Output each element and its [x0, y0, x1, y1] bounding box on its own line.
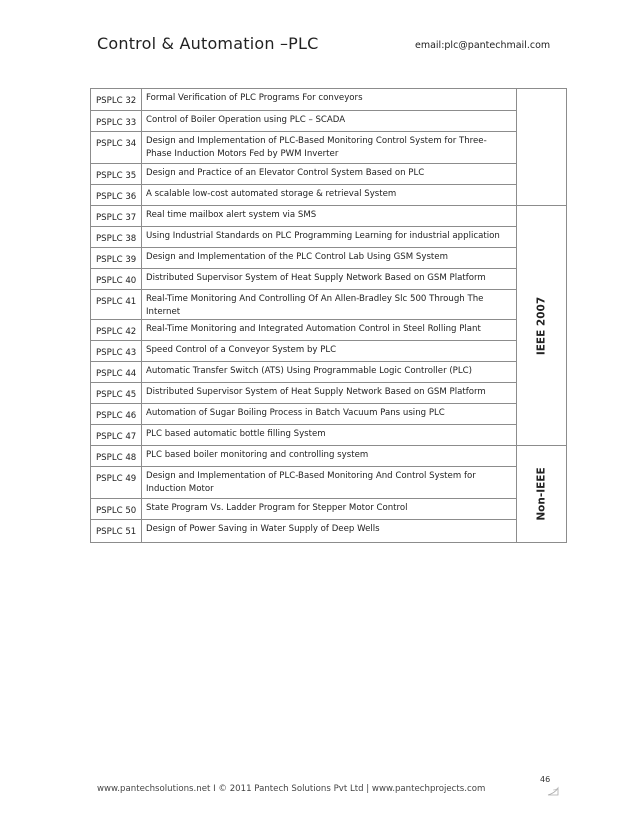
table-row — [91, 383, 567, 404]
category-cell-ieee-2007 — [517, 206, 567, 446]
page-number: 46 — [540, 775, 551, 784]
category-cell-non-ieee — [517, 446, 567, 543]
document-title: Control & Automation –PLC — [97, 34, 319, 53]
project-code: PSPLC 32 — [91, 89, 142, 111]
project-code: PSPLC 44 — [91, 362, 142, 383]
table-row — [91, 89, 567, 111]
project-title: Real-Time Monitoring and Integrated Automation Control in Steel Rolling Plant — [142, 320, 517, 341]
page-curl-icon — [547, 786, 559, 796]
table-row — [91, 164, 567, 185]
table-row — [91, 185, 567, 206]
project-title: PLC based boiler monitoring and controlling system — [142, 446, 517, 467]
table-row — [91, 341, 567, 362]
project-title: Distributed Supervisor System of Heat Supply Network Based on GSM Platform — [142, 269, 517, 290]
project-title: Speed Control of a Conveyor System by PLC — [142, 341, 517, 362]
contact-email: email:plc@pantechmail.com — [415, 40, 551, 51]
table-row — [91, 425, 567, 446]
project-code: PSPLC 47 — [91, 425, 142, 446]
project-code: PSPLC 45 — [91, 383, 142, 404]
table-row — [91, 320, 567, 341]
project-title: Design of Power Saving in Water Supply of Deep Wells — [142, 520, 517, 543]
project-title: Formal Verification of PLC Programs For conveyors — [142, 89, 517, 111]
project-table — [90, 88, 567, 543]
project-title: Design and Implementation of PLC-Based Monitoring And Control System for Induction Motor — [142, 467, 517, 499]
project-code: PSPLC 38 — [91, 227, 142, 248]
project-code: PSPLC 41 — [91, 290, 142, 320]
table-row — [91, 446, 567, 467]
footer-links: www.pantechsolutions.net I © 2011 Pantech Solutions Pvt Ltd | www.pantechprojects.com — [97, 784, 486, 794]
project-title: Automatic Transfer Switch (ATS) Using Programmable Logic Controller (PLC) — [142, 362, 517, 383]
table-row — [91, 362, 567, 383]
project-code: PSPLC 35 — [91, 164, 142, 185]
table-row — [91, 206, 567, 227]
project-title: Distributed Supervisor System of Heat Supply Network Based on GSM Platform — [142, 383, 517, 404]
project-code: PSPLC 39 — [91, 248, 142, 269]
project-code: PSPLC 34 — [91, 132, 142, 164]
table-row — [91, 269, 567, 290]
project-title: Control of Boiler Operation using PLC – SCADA — [142, 111, 517, 132]
project-code: PSPLC 51 — [91, 520, 142, 543]
table-row — [91, 404, 567, 425]
table-row — [91, 227, 567, 248]
table-row — [91, 467, 567, 499]
project-title: PLC based automatic bottle filling System — [142, 425, 517, 446]
project-code: PSPLC 43 — [91, 341, 142, 362]
project-title: State Program Vs. Ladder Program for Stepper Motor Control — [142, 499, 517, 520]
project-title: Design and Implementation of the PLC Control Lab Using GSM System — [142, 248, 517, 269]
project-code: PSPLC 49 — [91, 467, 142, 499]
project-title: Using Industrial Standards on PLC Programming Learning for industrial application — [142, 227, 517, 248]
project-title: Real-Time Monitoring And Controlling Of An Allen-Bradley Slc 500 Through The Internet — [142, 290, 517, 320]
project-title: Design and Practice of an Elevator Control System Based on PLC — [142, 164, 517, 185]
project-code: PSPLC 36 — [91, 185, 142, 206]
table-row — [91, 520, 567, 543]
table-row — [91, 132, 567, 164]
table-row — [91, 248, 567, 269]
project-code: PSPLC 40 — [91, 269, 142, 290]
project-code: PSPLC 33 — [91, 111, 142, 132]
category-cell-blank — [517, 111, 567, 206]
project-code: PSPLC 42 — [91, 320, 142, 341]
project-title: A scalable low-cost automated storage & retrieval System — [142, 185, 517, 206]
category-label-non-ieee: Non-IEEE — [535, 467, 547, 521]
project-code: PSPLC 48 — [91, 446, 142, 467]
project-title: Real time mailbox alert system via SMS — [142, 206, 517, 227]
project-code: PSPLC 46 — [91, 404, 142, 425]
table-row — [91, 290, 567, 320]
category-cell-blank — [517, 89, 567, 111]
project-code: PSPLC 50 — [91, 499, 142, 520]
table-row — [91, 499, 567, 520]
category-label-ieee-2007: IEEE 2007 — [535, 296, 547, 355]
project-code: PSPLC 37 — [91, 206, 142, 227]
project-title: Automation of Sugar Boiling Process in Batch Vacuum Pans using PLC — [142, 404, 517, 425]
project-title: Design and Implementation of PLC-Based Monitoring Control System for Three-Phase Induction Motors Fed by PWM Inverter — [142, 132, 517, 164]
table-row — [91, 111, 567, 132]
